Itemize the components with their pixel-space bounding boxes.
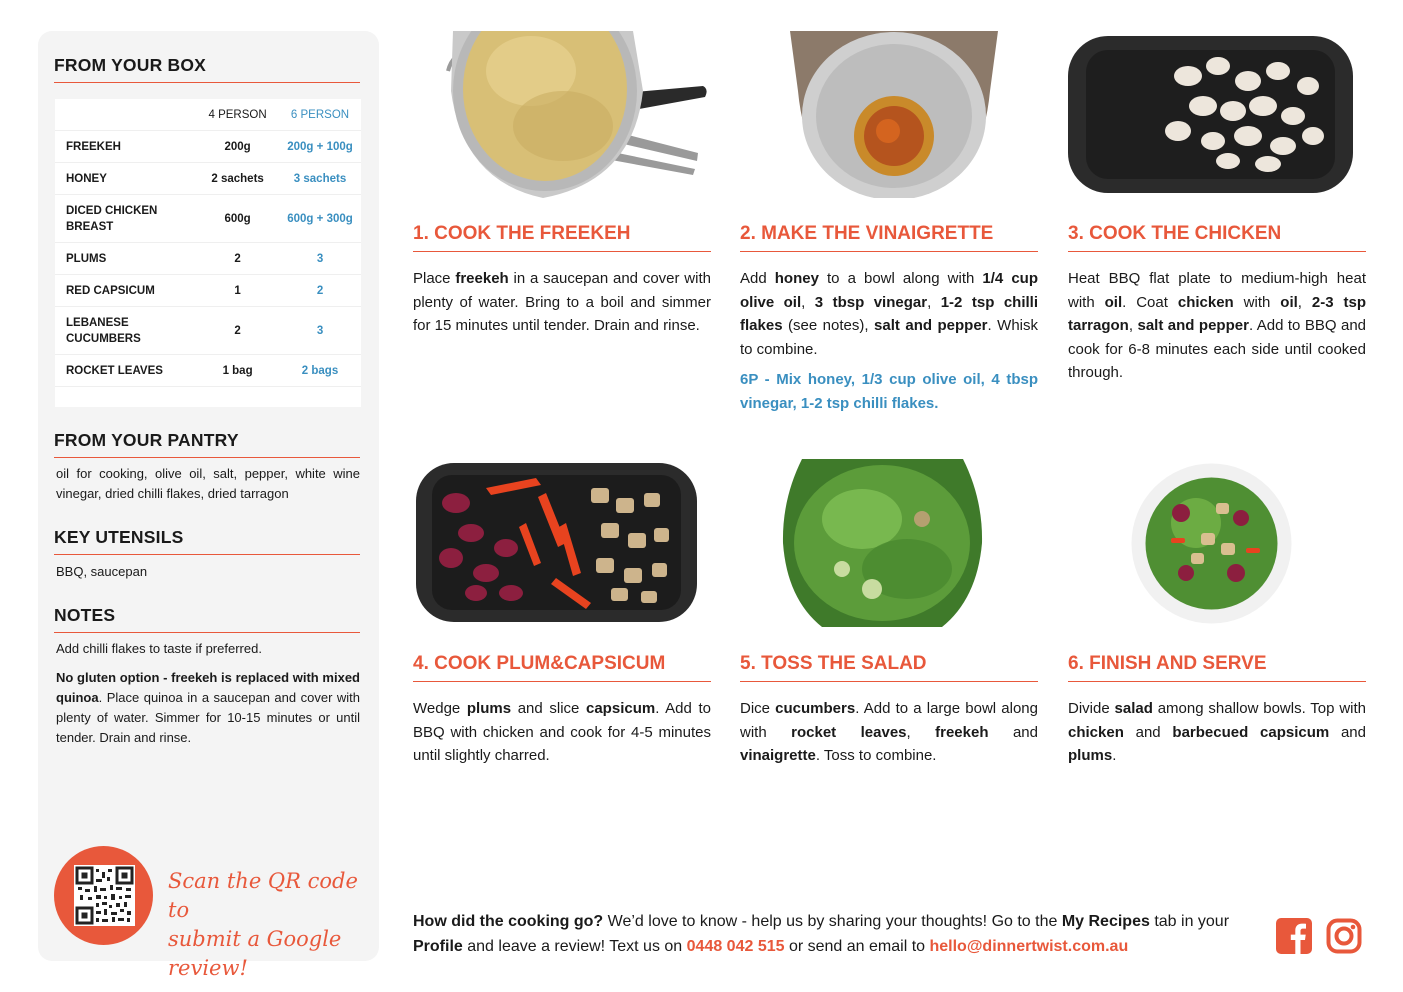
email-link[interactable]: hello@dinnertwist.com.au: [929, 938, 1129, 955]
ingredient-highlight: plums: [1068, 747, 1113, 764]
table-row: [55, 307, 361, 355]
ingredient-qty-6-person: 600g + 300g: [287, 212, 353, 225]
step-text: Dice: [740, 700, 776, 717]
step-text: . Whisk to combine.: [740, 317, 1038, 358]
ingredient-highlight: 3 tbsp vinegar: [814, 293, 928, 311]
step-text: . Coat: [1122, 293, 1178, 311]
ingredient-name: ROCKET LEAVES: [66, 364, 163, 377]
ingredient-highlight: honey: [774, 270, 819, 287]
ingredient-qty-4-person: 600g: [224, 212, 251, 225]
qr-caption-line-1: Scan the QR code to: [168, 869, 358, 922]
table-row: [55, 163, 361, 195]
step-text: among shallow bowls. Top with: [1152, 700, 1366, 717]
step-text: . Toss to combine.: [815, 747, 937, 764]
step-text: (see notes),: [782, 317, 875, 334]
ingredient-name: RED CAPSICUM: [66, 284, 155, 297]
ingredient-highlight: vinaigrette: [740, 747, 816, 764]
review-text-3: and leave a review! Text us on: [462, 938, 687, 955]
ingredient-highlight: cucumbers: [775, 700, 856, 717]
step-3-title: 3. COOK THE CHICKEN: [1068, 223, 1366, 252]
notes-gluten-free-rest: . Place quinoa in a saucepan and cover with plenty of water. Simmer for 10-15 minutes or until tender. Drain and rinse.: [56, 690, 360, 745]
ingredient-highlight: 2-3 tsp tarragon: [1068, 293, 1367, 334]
review-prompt: [413, 909, 1273, 959]
step-text: Place: [413, 270, 456, 287]
ingredients-sidebar: [38, 31, 379, 980]
step-text: ,: [1128, 317, 1138, 334]
ingredient-name: DICED CHICKEN BREAST: [66, 204, 158, 233]
ingredient-highlight: freekeh: [455, 270, 509, 287]
notes-title: NOTES: [54, 605, 360, 633]
step-text: ,: [906, 723, 936, 741]
ingredient-qty-6-person: 2: [316, 284, 324, 297]
table-row: [55, 195, 361, 243]
step-1-title: 1. COOK THE FREEKEH: [413, 223, 711, 252]
step-text: ,: [927, 293, 941, 311]
ingredient-qty-4-person: 2 sachets: [211, 172, 264, 185]
ingredient-highlight: rocket leaves: [791, 723, 907, 741]
table-header-4-person: 4 PERSON: [208, 108, 267, 121]
ingredient-qty-6-person: 2 bags: [301, 364, 339, 377]
step-text: Wedge: [413, 700, 467, 717]
step-text: .: [1112, 747, 1117, 764]
ingredient-highlight: chicken: [1068, 723, 1124, 741]
ingredients-table: [55, 99, 361, 407]
step-1-image: [413, 31, 710, 198]
step-text: . Add to BBQ and cook for 6-8 minutes each side until cooked through.: [1068, 317, 1367, 381]
step-2-title: 2. MAKE THE VINAIGRETTE: [740, 223, 1038, 252]
step-2-six-person-note: 6P - Mix honey, 1/3 cup olive oil, 4 tbsp vinegar, 1-2 tsp chilli flakes.: [740, 371, 1038, 412]
ingredient-highlight: salt and pepper: [1137, 317, 1249, 334]
step-6-body: [1068, 697, 1366, 768]
ingredient-qty-6-person: 3: [316, 252, 324, 265]
step-6-image: [1131, 463, 1292, 624]
step-3-body: [1068, 267, 1366, 385]
from-your-box-title: FROM YOUR BOX: [54, 55, 360, 83]
step-text: Add: [740, 270, 775, 287]
ingredient-highlight: barbecued capsicum: [1172, 723, 1330, 741]
qr-caption-line-2: submit a Google review!: [168, 927, 342, 980]
table-row: [55, 243, 361, 275]
ingredient-highlight: chicken: [1177, 293, 1234, 311]
instagram-icon[interactable]: [1326, 918, 1362, 954]
ingredient-qty-4-person: 2: [234, 324, 241, 337]
step-text: to a bowl along with: [818, 270, 983, 287]
review-text-4: or send an email to: [784, 938, 930, 955]
step-2-body: [740, 267, 1038, 361]
step-2-image: [790, 31, 998, 198]
ingredient-highlight: freekeh: [935, 723, 989, 741]
ingredient-highlight: salad: [1114, 700, 1153, 717]
step-text: Divide: [1068, 700, 1115, 717]
step-text: and: [1123, 723, 1173, 741]
table-header-row: [55, 99, 361, 131]
ingredient-highlight: oil: [1104, 293, 1123, 311]
qr-caption: [168, 867, 368, 983]
table-header-6-person: 6 PERSON: [290, 108, 350, 121]
ingredient-qty-4-person: 200g: [224, 140, 251, 153]
step-text: . Add to a large bowl along with: [740, 700, 1038, 741]
step-text: with: [1233, 293, 1281, 311]
step-text: Heat BBQ flat plate to medium-high heat with: [1068, 270, 1366, 311]
ingredient-qty-6-person: 3: [316, 324, 324, 337]
step-4-image: [416, 463, 697, 622]
ingredient-highlight: oil: [1280, 293, 1298, 311]
notes-line-1: Add chilli flakes to taste if preferred.: [56, 641, 262, 656]
key-utensils-title: KEY UTENSILS: [54, 527, 360, 555]
utensils-text: BBQ, saucepan: [56, 564, 148, 579]
ingredient-qty-6-person: 3 sachets: [293, 172, 347, 185]
qr-code-icon[interactable]: [74, 865, 135, 926]
my-recipes-link[interactable]: My Recipes: [1061, 913, 1150, 930]
ingredient-qty-4-person: 1 bag: [222, 364, 253, 377]
step-text: . Add to BBQ with chicken and cook for 4-5 minutes until slightly charred.: [413, 700, 711, 764]
ingredient-qty-4-person: 1: [234, 284, 241, 297]
ingredient-name: PLUMS: [66, 252, 107, 265]
phone-number-link[interactable]: 0448 042 515: [686, 938, 785, 955]
table-row: [55, 355, 361, 387]
step-4-title: 4. COOK PLUM&CAPSICUM: [413, 653, 711, 682]
step-text: and: [988, 723, 1038, 741]
qr-code-badge[interactable]: [54, 846, 153, 945]
step-5-body: [740, 697, 1038, 768]
table-row: [55, 275, 361, 307]
ingredient-name: HONEY: [66, 172, 107, 185]
step-text: ,: [801, 293, 815, 311]
ingredient-highlight: salt and pepper: [874, 317, 988, 334]
step-5-image: [782, 459, 983, 627]
profile-link[interactable]: Profile: [413, 938, 463, 955]
ingredient-qty-4-person: 2: [234, 252, 241, 265]
ingredient-highlight: 1/4 cup olive oil: [740, 270, 1039, 311]
pantry-text: oil for cooking, olive oil, salt, pepper, white wine vinegar, dried chilli flakes, dried tarragon: [56, 466, 360, 501]
step-5-title: 5. TOSS THE SALAD: [740, 653, 1038, 682]
ingredient-highlight: 1-2 tsp chilli flakes: [740, 293, 1038, 334]
table-row: [55, 131, 361, 163]
review-text-1: We’d love to know - help us by sharing your thoughts! Go to the: [603, 913, 1062, 930]
step-text: and: [1329, 723, 1366, 741]
step-4-body: [413, 697, 711, 768]
step-text: in a saucepan and cover with plenty of water. Bring to a boil and simmer for 15 minutes until tender. Drain and rinse.: [413, 270, 711, 334]
notes-gluten-free-bold: No gluten option - freekeh is replaced with mixed quinoa: [56, 670, 360, 705]
review-question: How did the cooking go?: [413, 913, 604, 930]
ingredient-name: LEBANESE CUCUMBERS: [66, 316, 141, 345]
ingredient-highlight: capsicum: [586, 700, 656, 717]
step-3-image: [1068, 36, 1353, 193]
from-your-pantry-title: FROM YOUR PANTRY: [54, 430, 360, 458]
step-1-body: [413, 267, 711, 338]
notes-gluten-free: [56, 668, 360, 748]
ingredient-name: FREEKEH: [66, 140, 121, 153]
step-text: ,: [1297, 293, 1312, 311]
step-6-title: 6. FINISH AND SERVE: [1068, 653, 1366, 682]
facebook-icon[interactable]: [1276, 918, 1312, 954]
ingredient-highlight: plums: [466, 700, 512, 717]
review-text-2: tab in your: [1149, 913, 1230, 930]
step-text: and slice: [511, 700, 586, 717]
ingredient-qty-6-person: 200g + 100g: [287, 140, 353, 153]
